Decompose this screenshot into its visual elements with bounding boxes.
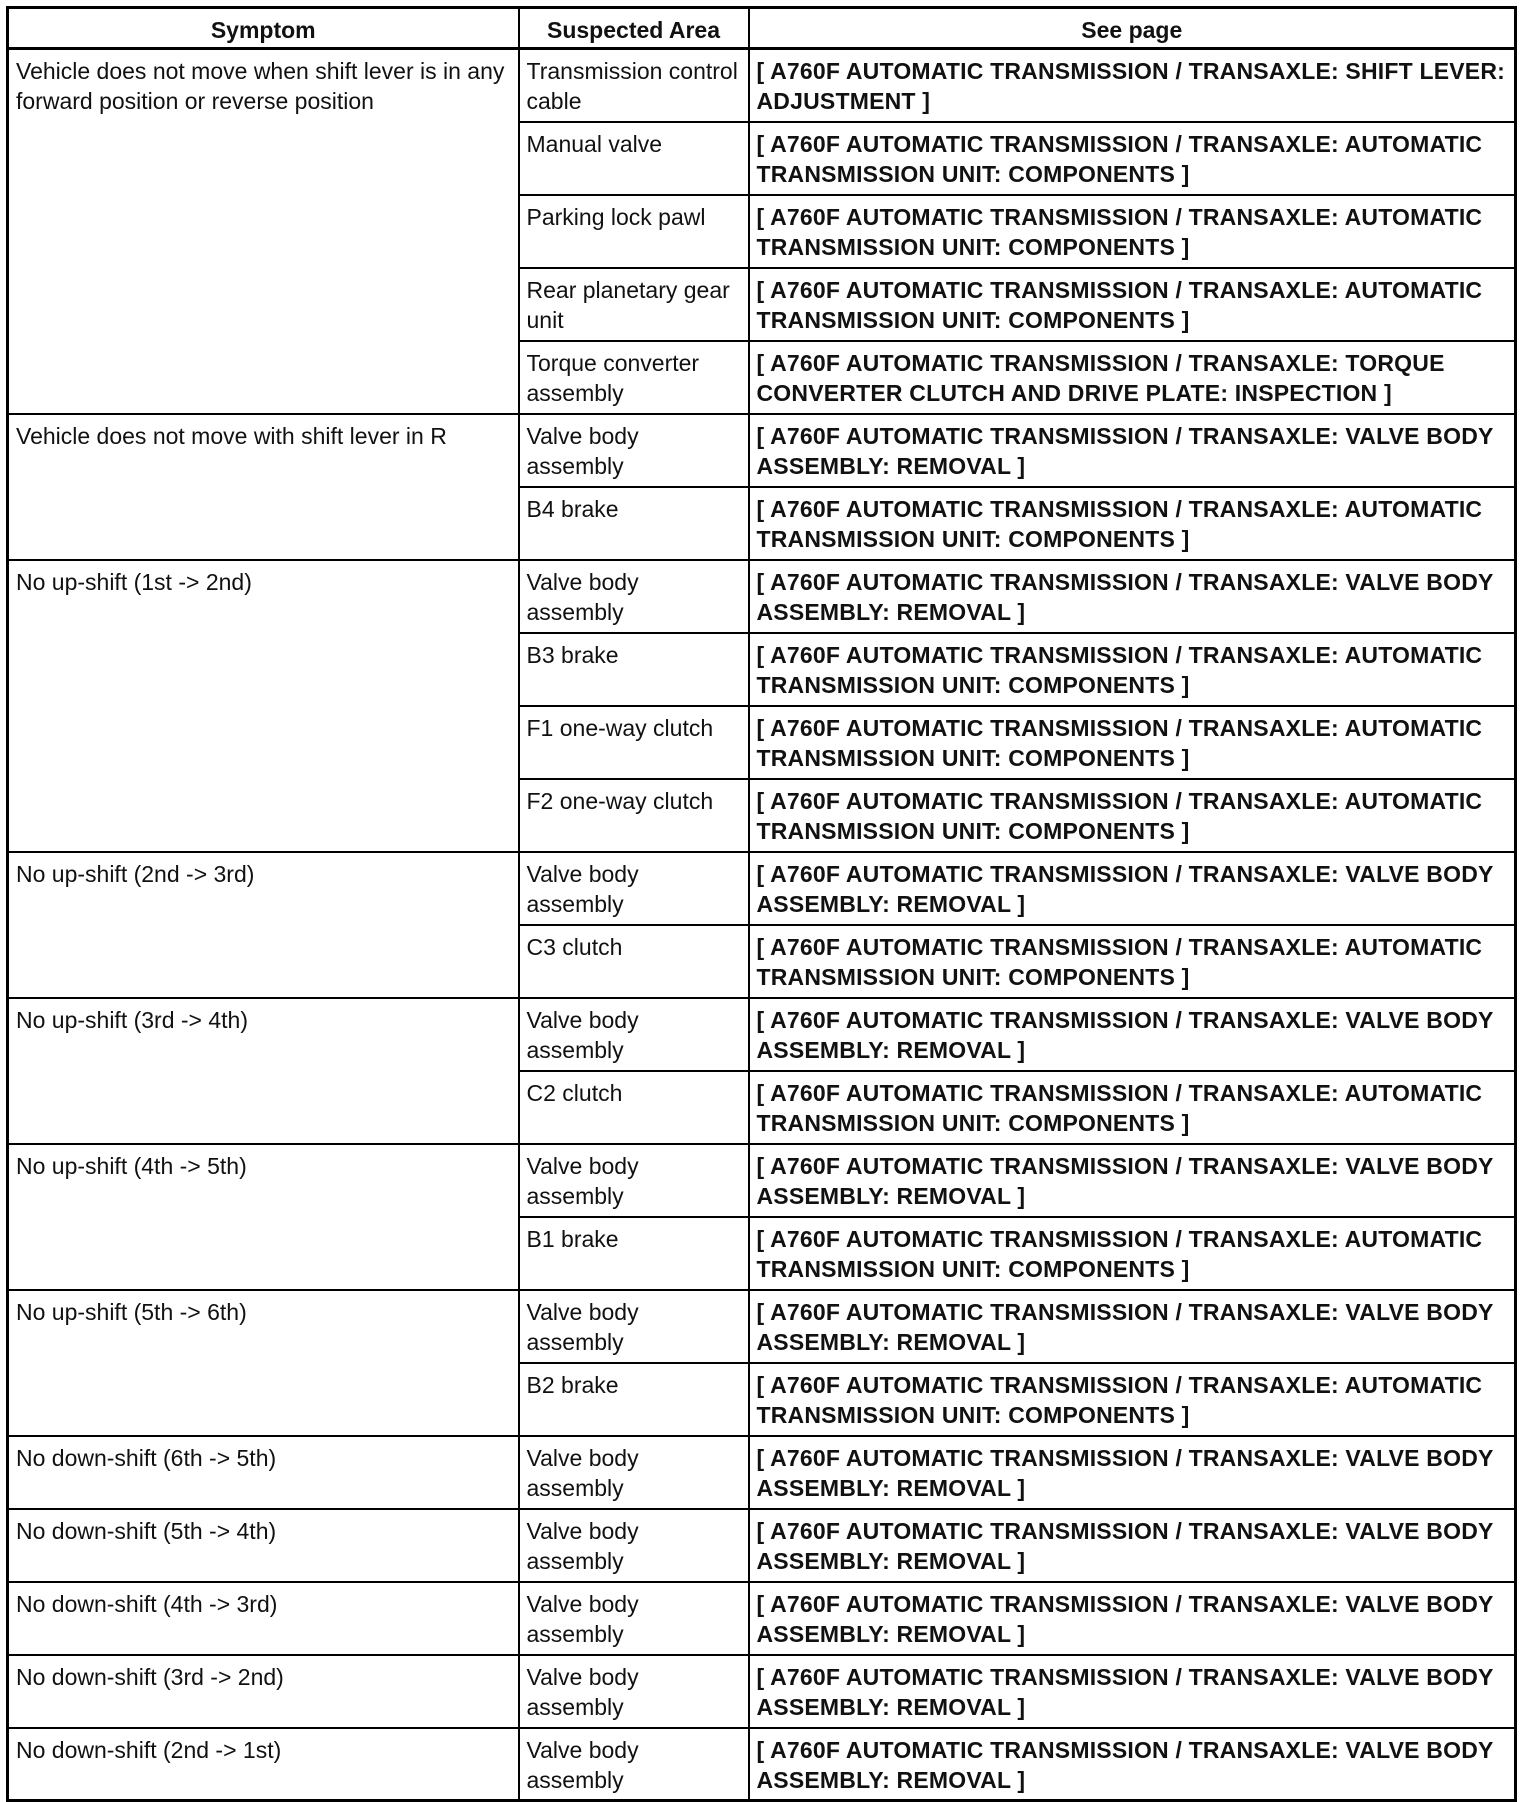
symptom-table [6,6,1517,1802]
suspected-area-cell: Manual valve [519,122,749,195]
table-header [8,8,1516,49]
suspected-area-cell: Valve body assembly [519,560,749,633]
table-row [8,1436,1516,1509]
header-suspected-area: Suspected Area [519,8,749,49]
suspected-area-cell: B4 brake [519,487,749,560]
table-row [8,1655,1516,1728]
suspected-area-cell: C2 clutch [519,1071,749,1144]
suspected-area-cell: F1 one-way clutch [519,706,749,779]
suspected-area-cell: Valve body assembly [519,1655,749,1728]
see-page-cell: [ A760F AUTOMATIC TRANSMISSION / TRANSAXLE: AUTOMATIC TRANSMISSION UNIT: COMPONENTS ] [749,779,1516,852]
suspected-area-cell: Parking lock pawl [519,195,749,268]
table-row [8,1509,1516,1582]
suspected-area-cell: Valve body assembly [519,1582,749,1655]
symptom-cell: No up-shift (4th -> 5th) [8,1144,519,1290]
symptom-cell: No down-shift (5th -> 4th) [8,1509,519,1582]
table-row [8,1728,1516,1801]
see-page-cell: [ A760F AUTOMATIC TRANSMISSION / TRANSAXLE: VALVE BODY ASSEMBLY: REMOVAL ] [749,560,1516,633]
see-page-cell: [ A760F AUTOMATIC TRANSMISSION / TRANSAXLE: AUTOMATIC TRANSMISSION UNIT: COMPONENTS ] [749,1363,1516,1436]
suspected-area-cell: F2 one-way clutch [519,779,749,852]
table-row [8,560,1516,633]
see-page-cell: [ A760F AUTOMATIC TRANSMISSION / TRANSAXLE: AUTOMATIC TRANSMISSION UNIT: COMPONENTS ] [749,1217,1516,1290]
suspected-area-cell: B2 brake [519,1363,749,1436]
see-page-cell: [ A760F AUTOMATIC TRANSMISSION / TRANSAXLE: AUTOMATIC TRANSMISSION UNIT: COMPONENTS ] [749,1071,1516,1144]
table-row [8,414,1516,487]
see-page-cell: [ A760F AUTOMATIC TRANSMISSION / TRANSAXLE: VALVE BODY ASSEMBLY: REMOVAL ] [749,1509,1516,1582]
see-page-cell: [ A760F AUTOMATIC TRANSMISSION / TRANSAXLE: TORQUE CONVERTER CLUTCH AND DRIVE PLATE: INSPECTION ] [749,341,1516,414]
header-see-page: See page [749,8,1516,49]
suspected-area-cell: Valve body assembly [519,1728,749,1801]
table-body [8,49,1516,1801]
symptom-cell: Vehicle does not move when shift lever is in any forward position or reverse position [8,49,519,414]
symptom-cell: No up-shift (2nd -> 3rd) [8,852,519,998]
table-row [8,1582,1516,1655]
suspected-area-cell: Valve body assembly [519,852,749,925]
suspected-area-cell: B1 brake [519,1217,749,1290]
suspected-area-cell: Valve body assembly [519,1290,749,1363]
see-page-cell: [ A760F AUTOMATIC TRANSMISSION / TRANSAXLE: VALVE BODY ASSEMBLY: REMOVAL ] [749,1290,1516,1363]
suspected-area-cell: C3 clutch [519,925,749,998]
see-page-cell: [ A760F AUTOMATIC TRANSMISSION / TRANSAXLE: AUTOMATIC TRANSMISSION UNIT: COMPONENTS ] [749,195,1516,268]
table-row [8,852,1516,925]
symptom-cell: No up-shift (1st -> 2nd) [8,560,519,852]
see-page-cell: [ A760F AUTOMATIC TRANSMISSION / TRANSAXLE: AUTOMATIC TRANSMISSION UNIT: COMPONENTS ] [749,487,1516,560]
symptom-cell: Vehicle does not move with shift lever in R [8,414,519,560]
header-symptom: Symptom [8,8,519,49]
see-page-cell: [ A760F AUTOMATIC TRANSMISSION / TRANSAXLE: AUTOMATIC TRANSMISSION UNIT: COMPONENTS ] [749,925,1516,998]
symptom-cell: No down-shift (3rd -> 2nd) [8,1655,519,1728]
symptom-cell: No up-shift (5th -> 6th) [8,1290,519,1436]
suspected-area-cell: Rear planetary gear unit [519,268,749,341]
see-page-cell: [ A760F AUTOMATIC TRANSMISSION / TRANSAXLE: VALVE BODY ASSEMBLY: REMOVAL ] [749,1655,1516,1728]
suspected-area-cell: Transmission control cable [519,49,749,122]
suspected-area-cell: Valve body assembly [519,1436,749,1509]
see-page-cell: [ A760F AUTOMATIC TRANSMISSION / TRANSAXLE: VALVE BODY ASSEMBLY: REMOVAL ] [749,414,1516,487]
table-row [8,1290,1516,1363]
table-row [8,49,1516,122]
table-row [8,1144,1516,1217]
symptom-cell: No down-shift (6th -> 5th) [8,1436,519,1509]
see-page-cell: [ A760F AUTOMATIC TRANSMISSION / TRANSAXLE: AUTOMATIC TRANSMISSION UNIT: COMPONENTS ] [749,633,1516,706]
see-page-cell: [ A760F AUTOMATIC TRANSMISSION / TRANSAXLE: VALVE BODY ASSEMBLY: REMOVAL ] [749,1728,1516,1801]
suspected-area-cell: Valve body assembly [519,998,749,1071]
see-page-cell: [ A760F AUTOMATIC TRANSMISSION / TRANSAXLE: VALVE BODY ASSEMBLY: REMOVAL ] [749,1582,1516,1655]
symptom-cell: No down-shift (4th -> 3rd) [8,1582,519,1655]
suspected-area-cell: Valve body assembly [519,1144,749,1217]
see-page-cell: [ A760F AUTOMATIC TRANSMISSION / TRANSAXLE: VALVE BODY ASSEMBLY: REMOVAL ] [749,998,1516,1071]
see-page-cell: [ A760F AUTOMATIC TRANSMISSION / TRANSAXLE: SHIFT LEVER: ADJUSTMENT ] [749,49,1516,122]
table-row [8,998,1516,1071]
symptom-cell: No down-shift (2nd -> 1st) [8,1728,519,1801]
suspected-area-cell: B3 brake [519,633,749,706]
suspected-area-cell: Valve body assembly [519,414,749,487]
see-page-cell: [ A760F AUTOMATIC TRANSMISSION / TRANSAXLE: AUTOMATIC TRANSMISSION UNIT: COMPONENTS ] [749,706,1516,779]
see-page-cell: [ A760F AUTOMATIC TRANSMISSION / TRANSAXLE: VALVE BODY ASSEMBLY: REMOVAL ] [749,1436,1516,1509]
see-page-cell: [ A760F AUTOMATIC TRANSMISSION / TRANSAXLE: AUTOMATIC TRANSMISSION UNIT: COMPONENTS ] [749,268,1516,341]
see-page-cell: [ A760F AUTOMATIC TRANSMISSION / TRANSAXLE: VALVE BODY ASSEMBLY: REMOVAL ] [749,1144,1516,1217]
symptom-cell: No up-shift (3rd -> 4th) [8,998,519,1144]
suspected-area-cell: Torque converter assembly [519,341,749,414]
see-page-cell: [ A760F AUTOMATIC TRANSMISSION / TRANSAXLE: VALVE BODY ASSEMBLY: REMOVAL ] [749,852,1516,925]
header-row [8,8,1516,49]
see-page-cell: [ A760F AUTOMATIC TRANSMISSION / TRANSAXLE: AUTOMATIC TRANSMISSION UNIT: COMPONENTS ] [749,122,1516,195]
suspected-area-cell: Valve body assembly [519,1509,749,1582]
